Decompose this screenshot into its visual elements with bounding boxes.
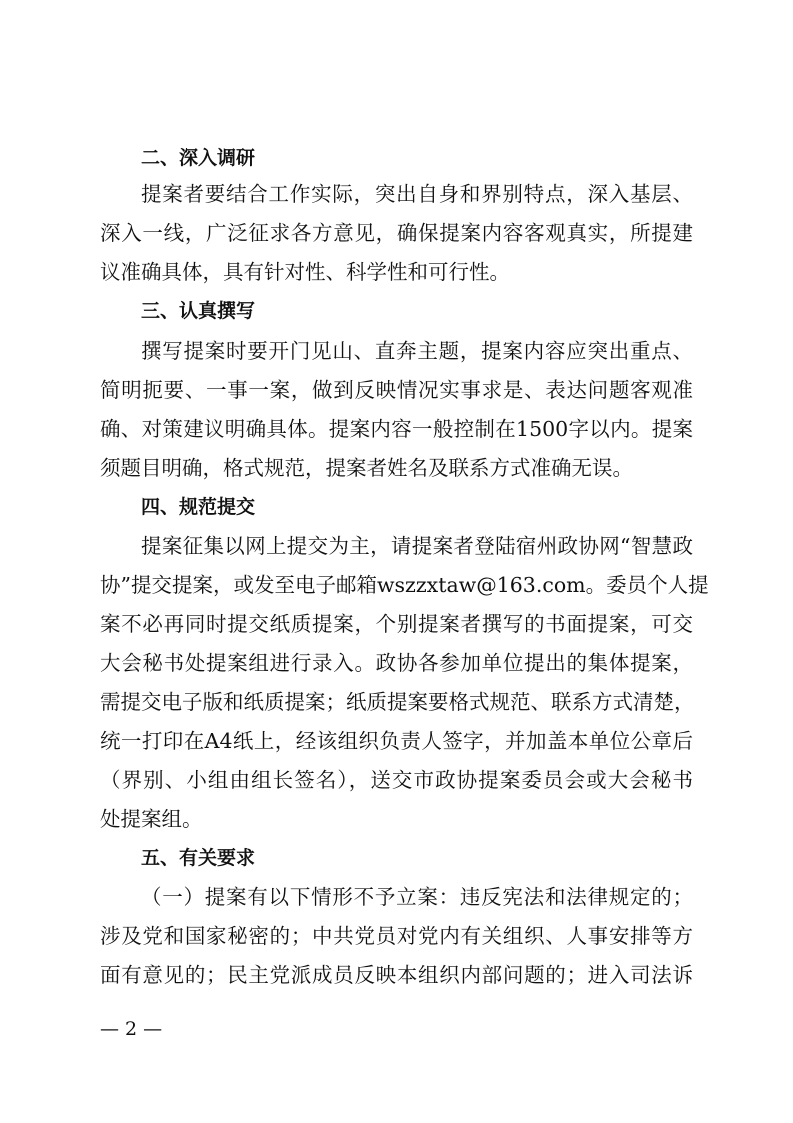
page-number: — 2 —: [100, 1018, 163, 1040]
paragraph-line: 深入一线，广泛征求各方意见，确保提案内容客观真实，所提建: [100, 221, 693, 245]
paragraph-line: 涉及党和国家秘密的；中共党员对党内有关组织、人事安排等方: [100, 924, 693, 948]
paragraph-line: 须题目明确，格式规范，提案者姓名及联系方式准确无误。: [100, 456, 633, 480]
paragraph-line: 协”提交提案，或发至电子邮箱wszzxtaw@163.com。委员个人提: [100, 573, 709, 597]
paragraph-line: 提案征集以网上提交为主，请提案者登陆宿州政协网“智慧政: [141, 534, 693, 558]
paragraph-line: 大会秘书处提案组进行录入。政协各参加单位提出的集体提案，: [100, 651, 693, 675]
paragraph-line: 案不必再同时提交纸质提案，个别提案者撰写的书面提案，可交: [100, 612, 693, 636]
paragraph-line: 确、对策建议明确具体。提案内容一般控制在1500字以内。提案: [100, 417, 693, 441]
paragraph-line: （一）提案有以下情形不予立案：违反宪法和法律规定的；: [141, 885, 693, 909]
paragraph-line: （界别、小组由组长签名），送交市政协提案委员会或大会秘书: [100, 768, 693, 792]
paragraph-line: 统一打印在A4纸上，经该组织负责人签字，并加盖本单位公章后: [100, 729, 693, 753]
section-heading-research: 二、深入调研: [141, 147, 256, 169]
paragraph-line: 处提案组。: [100, 807, 203, 831]
paragraph-line: 撰写提案时要开门见山、直奔主题，提案内容应突出重点、: [141, 339, 693, 363]
section-heading-submission: 四、规范提交: [141, 496, 256, 518]
paragraph-line: 议准确具体，具有针对性、科学性和可行性。: [100, 260, 510, 284]
section-heading-writing: 三、认真撰写: [141, 300, 256, 322]
paragraph-line: 面有意见的；民主党派成员反映本组织内部问题的；进入司法诉: [100, 963, 693, 987]
paragraph-line: 提案者要结合工作实际，突出自身和界别特点，深入基层、: [141, 182, 693, 206]
paragraph-line: 简明扼要、一事一案，做到反映情况实事求是、表达问题客观准: [100, 378, 693, 402]
section-heading-requirements: 五、有关要求: [141, 847, 256, 869]
paragraph-line: 需提交电子版和纸质提案；纸质提案要格式规范、联系方式清楚，: [100, 690, 695, 714]
